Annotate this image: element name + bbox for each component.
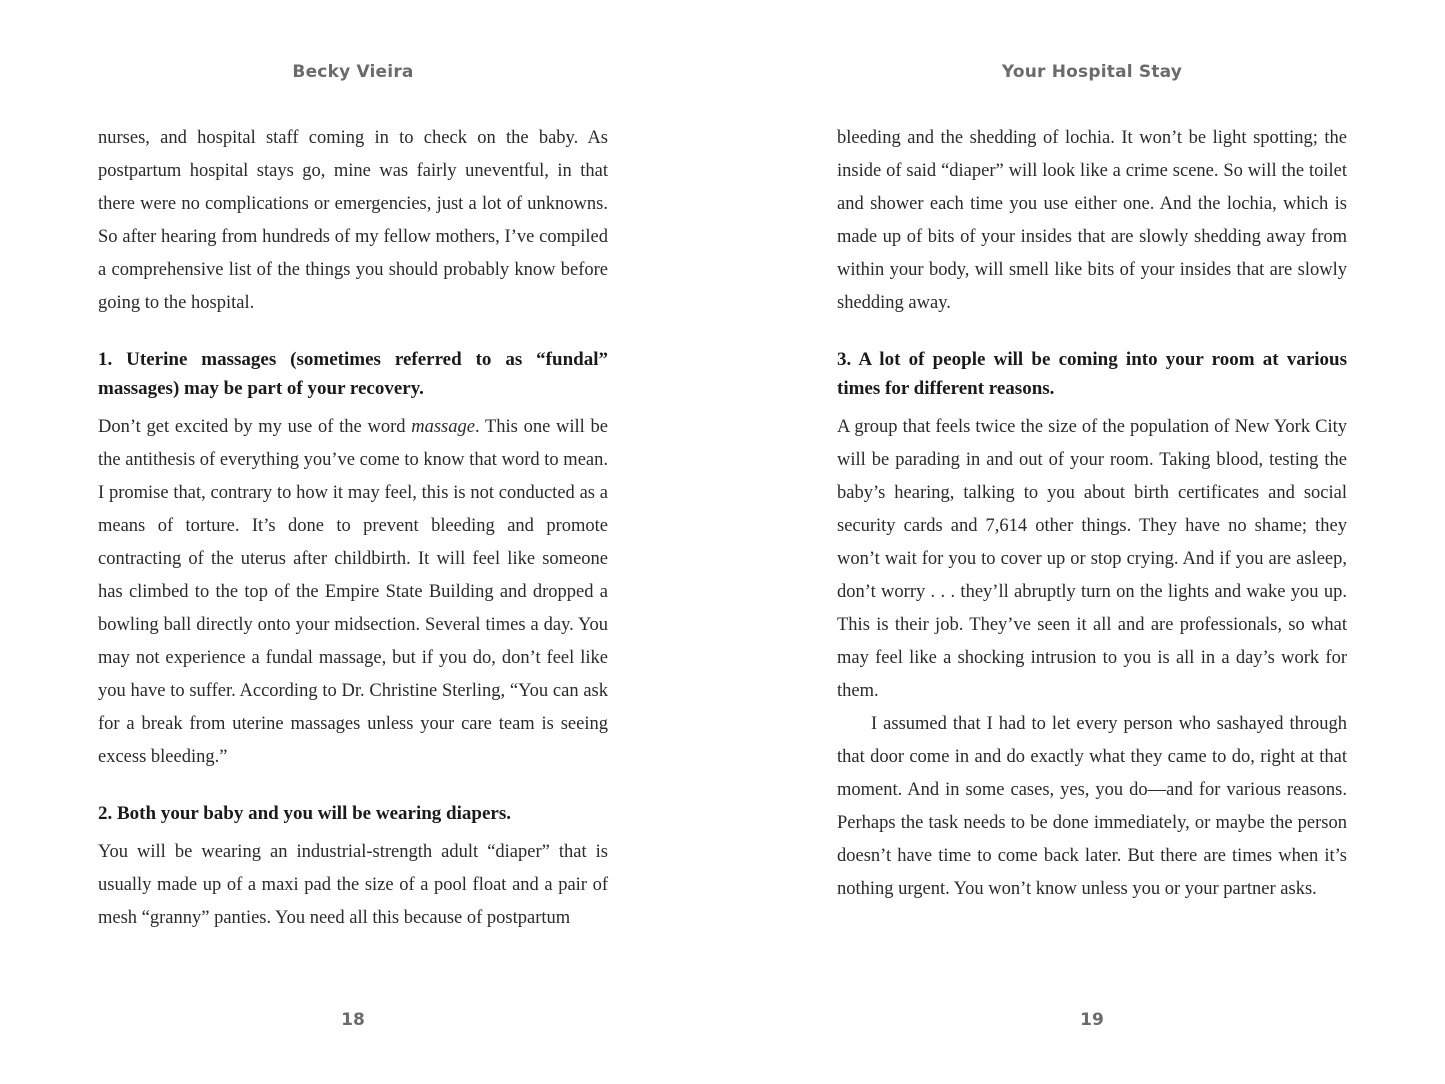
section-heading-3: 3. A lot of people will be coming into your room at various times for different reasons. xyxy=(837,349,1347,399)
section-1-text-rest: . This one will be the antithesis of everything you’ve come to know that word to mean. I promise that, contrary to how it may feel, this is not conducted as a means of torture. It’s done to prevent bleeding and promote contracting of the uterus after childbirth. It will feel like someone has climbed to the top of the Empire State Building and dropped a bowling ball directly onto your midsection. Several times a day. You may not experience a fundal massage, but if you do, don’t feel like you have to suffer. According to Dr. Christine Sterling, “You can ask for a break from uterine massages unless your care team is seeing excess bleeding.” xyxy=(98,417,608,767)
section-3-paragraph-2: I assumed that I had to let every person who sashayed through that door come in and do exactly what they came to do, right at that moment. And in some cases, yes, you do—and for various reasons. Perhaps the task needs to be done immediately, or maybe the person doesn’t have time to come back later. But there are times when it’s nothing urgent. You won’t know unless you or your partner asks. xyxy=(837,714,1347,899)
running-head-chapter: Your Hospital Stay xyxy=(1001,62,1183,82)
continued-paragraph: bleeding and the shedding of lochia. It won’t be light spotting; the inside of said “diaper” will look like a crime scene. So will the toilet and shower each time you use either one. And the lochia, which is made up of bits of your insides that are slowly shedding away from within your body, will smell like bits of your insides that are slowly shedding away. xyxy=(837,128,1347,313)
section-1-text-start: Don’t get excited by my use of the word xyxy=(98,417,412,437)
page-number-right: 19 xyxy=(1080,1010,1104,1030)
left-page xyxy=(98,0,608,1084)
page-number-left: 18 xyxy=(341,1010,365,1030)
italic-word-massage: massage xyxy=(411,417,475,437)
right-page-body xyxy=(837,122,1347,906)
running-head-author: Becky Vieira xyxy=(292,62,414,82)
section-1-paragraph xyxy=(98,411,608,774)
right-page xyxy=(837,0,1347,1084)
section-heading-2: 2. Both your baby and you will be wearing diapers. xyxy=(98,803,511,824)
left-page-body xyxy=(98,122,608,935)
section-3-paragraph-1: A group that feels twice the size of the population of New York City will be parading in and out of your room. Taking blood, testing the baby’s hearing, talking to you about birth certificates and social security cards and 7,614 other things. They have no shame; they won’t wait for you to cover up or stop crying. And if you are asleep, don’t worry . . . they’ll abruptly turn on the lights and wake you up. This is their job. They’ve seen it all and are professionals, so what may feel like a shocking intrusion to you is all in a day’s work for them. xyxy=(837,417,1347,701)
intro-paragraph: nurses, and hospital staff coming in to check on the baby. As postpartum hospital stays go, mine was fairly uneventful, in that there were no complications or emergencies, just a lot of unknowns. So after hearing from hundreds of my fellow mothers, I’ve compiled a comprehensive list of the things you should probably know before going to the hospital. xyxy=(98,128,608,313)
section-2-paragraph: You will be wearing an industrial-strength adult “diaper” that is usually made up of a maxi pad the size of a pool float and a pair of mesh “granny” panties. You need all this because of postpartum xyxy=(98,842,608,928)
section-heading-1: 1. Uterine massages (sometimes referred to as “fundal” massages) may be part of your recovery. xyxy=(98,349,608,399)
